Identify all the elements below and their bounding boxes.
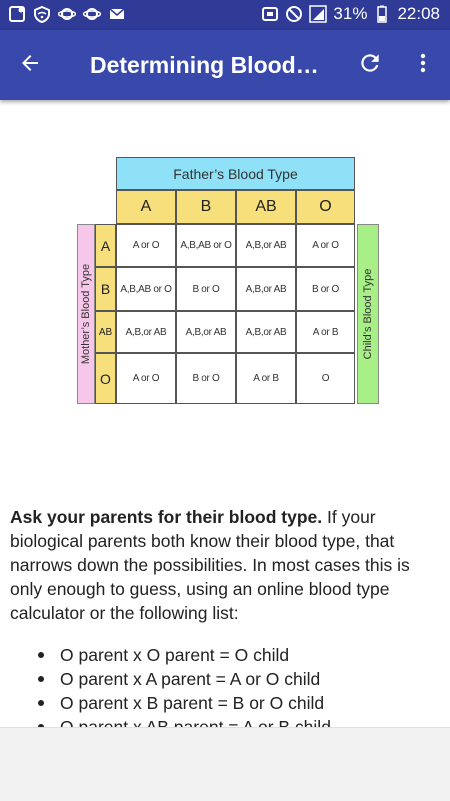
mother-label-box: [77, 224, 95, 404]
table-cell: A,B,or AB: [236, 311, 296, 353]
step-body: If your biological parents both know their blood type, that narrows down the possibilities. In most cases this is only enough to guess, using an online blood type calculator or the following list:: [10, 507, 410, 623]
row-header: A: [95, 224, 116, 267]
mail-icon: [108, 5, 126, 23]
table-cell: A,B,AB or O: [116, 267, 176, 311]
more-vert-icon: [411, 51, 435, 80]
overflow-menu-button[interactable]: [405, 47, 441, 83]
table-cell: B or O: [176, 267, 236, 311]
article-paragraph: [10, 505, 440, 625]
wifi-shield-icon: [33, 5, 51, 23]
refresh-icon: [357, 50, 383, 81]
child-label-box: [357, 224, 379, 404]
list-item-text: O parent x B parent = B or O child: [60, 693, 325, 713]
step-heading: Ask your parents for their blood type.: [10, 507, 323, 527]
screenshot-icon: [261, 5, 279, 23]
row-header: B: [95, 267, 116, 311]
mother-label: Mother’s Blood Type: [80, 263, 92, 365]
planet-icon: [58, 5, 76, 23]
battery-percent: 31%: [333, 4, 368, 23]
planet-icon: [83, 5, 101, 23]
page-title: Determining Blood…: [90, 52, 319, 78]
table-cell: A,B,or AB: [236, 224, 296, 267]
row-header: AB: [95, 311, 116, 353]
table-cell: A,B,or AB: [176, 311, 236, 353]
list-item: [38, 667, 438, 691]
list-item: [38, 691, 438, 715]
bottom-panel: [0, 727, 450, 801]
clock: 22:08: [397, 4, 440, 23]
table-cell: A,B,or AB: [116, 311, 176, 353]
father-header: Father’s Blood Type: [116, 157, 355, 190]
column-header: AB: [236, 190, 296, 224]
table-cell: A or O: [116, 224, 176, 267]
arrow-left-icon: [18, 51, 42, 80]
column-header: A: [116, 190, 176, 224]
list-item-text: O parent x O parent = O child: [60, 645, 290, 665]
no-disturb-icon: [285, 5, 303, 23]
battery-icon: [373, 5, 391, 23]
status-right: [261, 4, 440, 24]
table-cell: A or B: [296, 311, 355, 353]
back-button[interactable]: [12, 47, 48, 83]
notification-icon: [8, 5, 26, 23]
table-cell: A or O: [116, 353, 176, 404]
table-cell: B or O: [176, 353, 236, 404]
column-header: B: [176, 190, 236, 224]
table-cell: A or B: [236, 353, 296, 404]
column-header: O: [296, 190, 355, 224]
table-cell: A,B,AB or O: [176, 224, 236, 267]
status-bar: [0, 0, 450, 30]
refresh-button[interactable]: [352, 47, 388, 83]
bullet-list: [38, 643, 438, 739]
table-cell: A or O: [296, 224, 355, 267]
row-header: O: [95, 353, 116, 404]
list-item: [38, 643, 438, 667]
table-cell: B or O: [296, 267, 355, 311]
table-cell: O: [296, 353, 355, 404]
blood-type-table-image: [77, 157, 379, 405]
child-label: Child’s Blood Type: [362, 268, 374, 360]
signal-icon: [309, 5, 327, 23]
app-bar: [0, 30, 450, 100]
status-left-icons: [8, 5, 126, 23]
list-item-text: O parent x A parent = A or O child: [60, 669, 321, 689]
table-cell: A,B,or AB: [236, 267, 296, 311]
